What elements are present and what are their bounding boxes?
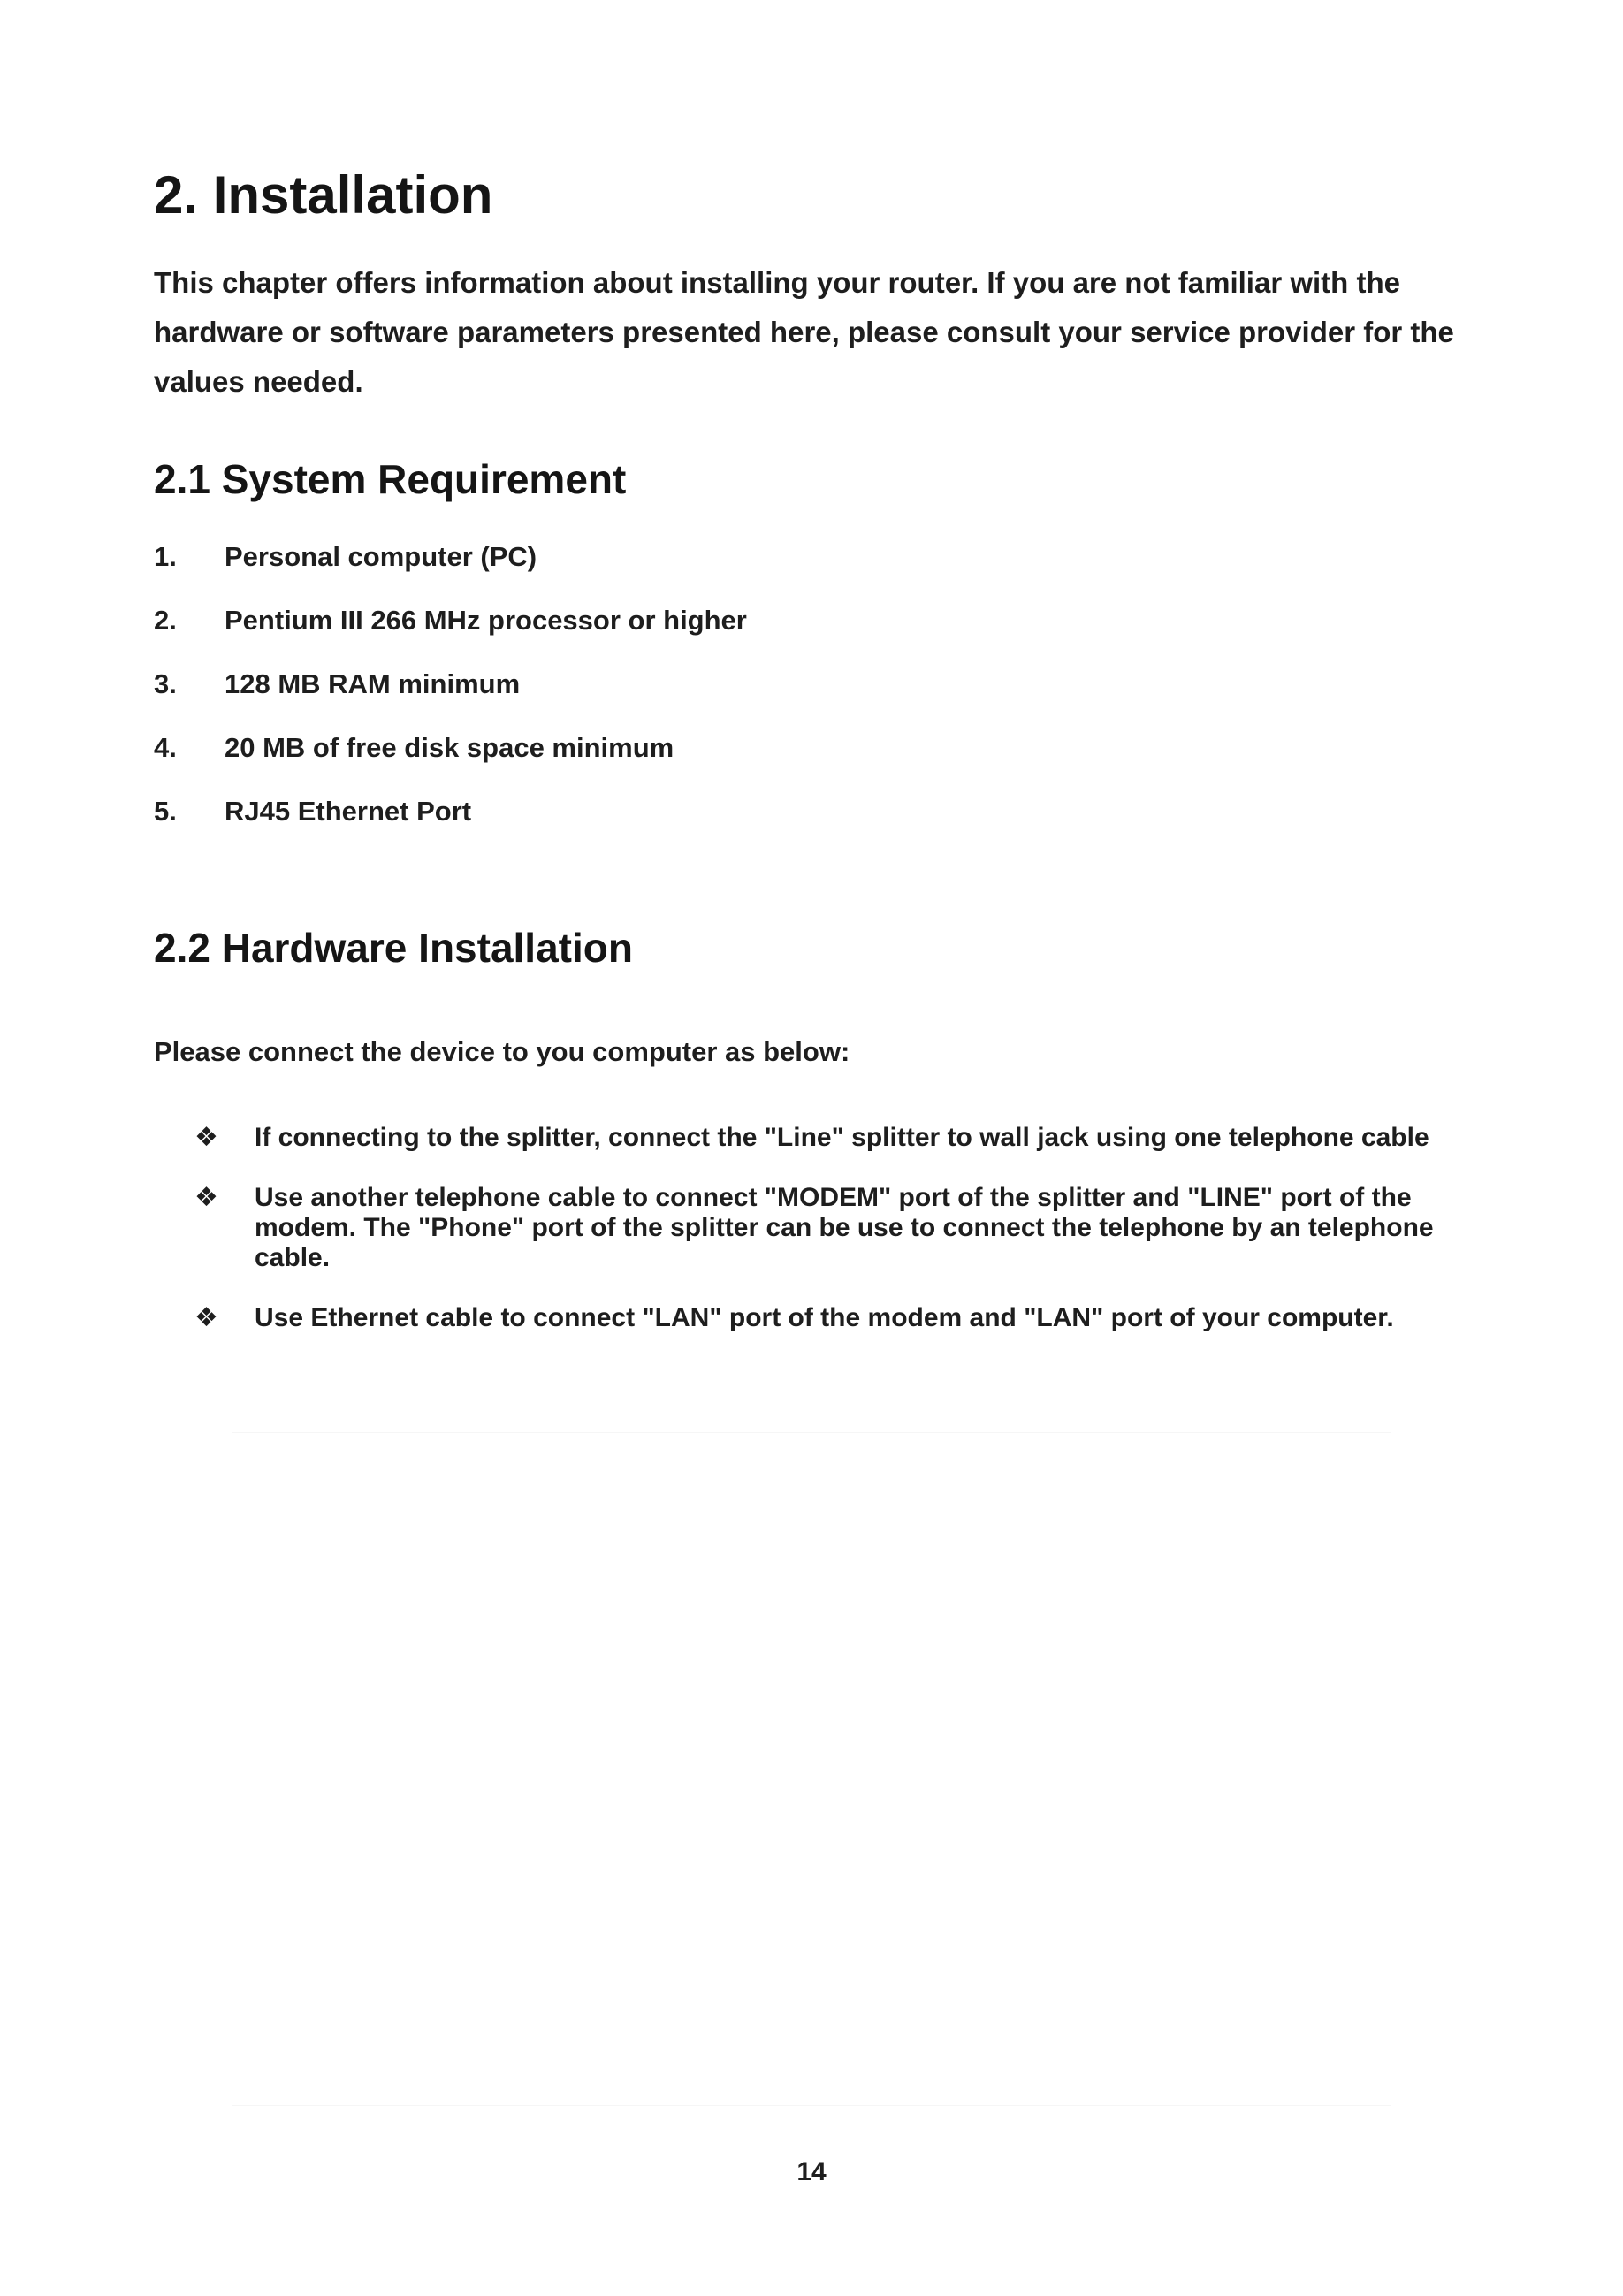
list-item [194, 1183, 1485, 1273]
list-item [154, 796, 747, 859]
list-item [154, 541, 747, 605]
list-item-number: 5. [154, 796, 177, 827]
hardware-installation-lead: Please connect the device to you computer as below: [154, 1036, 850, 1067]
list-item-number: 3. [154, 668, 177, 699]
list-item-number: 4. [154, 732, 177, 763]
list-item-text: If connecting to the splitter, connect the "Line" splitter to wall jack using one telephone cable [255, 1123, 1429, 1152]
installation-steps-list [194, 1123, 1485, 1363]
bullet-icon: ❖ [194, 1183, 218, 1212]
list-item-number: 1. [154, 541, 177, 572]
page-number: 14 [796, 2157, 827, 2186]
bullet-icon: ❖ [194, 1123, 218, 1152]
list-item-text: 20 MB of free disk space minimum [225, 732, 674, 763]
list-item [194, 1303, 1485, 1333]
diagram-placeholder [232, 1432, 1391, 2106]
list-item-text: RJ45 Ethernet Port [225, 796, 472, 827]
list-item [154, 732, 747, 796]
chapter-title: 2. Installation [154, 165, 493, 225]
list-item-text: Use Ethernet cable to connect "LAN" port of the modem and "LAN" port of your computer. [255, 1303, 1394, 1332]
chapter-intro: This chapter offers information about installing your router. If you are not familiar with the hardware or software parameters presented here, please consult your service provider for the values needed. [154, 266, 1454, 398]
requirements-list [154, 541, 747, 859]
bullet-icon: ❖ [194, 1303, 218, 1332]
section-title-system-requirement: 2.1 System Requirement [154, 456, 627, 502]
list-item-number: 2. [154, 605, 177, 636]
list-item-text: 128 MB RAM minimum [225, 668, 521, 699]
list-item [194, 1123, 1485, 1153]
section-title-hardware-installation: 2.2 Hardware Installation [154, 925, 633, 971]
list-item [154, 668, 747, 732]
list-item [154, 605, 747, 668]
list-item-text: Personal computer (PC) [225, 541, 537, 572]
list-item-text: Pentium III 266 MHz processor or higher [225, 605, 747, 636]
list-item-text: Use another telephone cable to connect "MODEM" port of the splitter and "LINE" port of the modem. The "Phone" port of the splitter can be use to connect the telephone by an telephone cable. [255, 1183, 1434, 1272]
